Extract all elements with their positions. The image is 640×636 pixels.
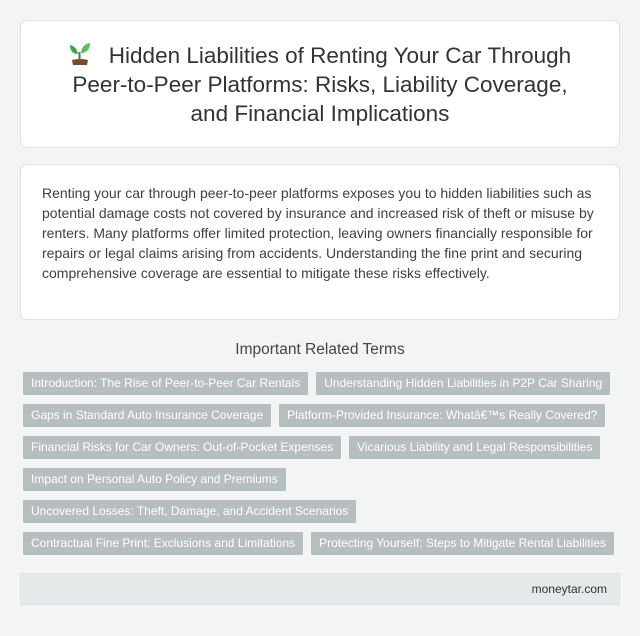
related-term-tag[interactable]: Gaps in Standard Auto Insurance Coverage [23,404,271,427]
related-terms-heading: Important Related Terms [235,341,405,358]
tag-row [23,436,623,459]
related-term-tag[interactable]: Understanding Hidden Liabilities in P2P Car Sharing [316,372,610,395]
tag-row [23,468,623,491]
page-title [51,41,589,128]
summary-text: Renting your car through peer-to-peer platforms exposes you to hidden liabilities such as potential damage costs not covered by insurance and increased risk of theft or misuse by renters. Many platforms offer limited protection, leaving owners financially responsible for repairs or legal claims arising from accidents. Understanding the fine print and securing comprehensive coverage are essential to mitigate these risks effectively. [42,185,594,281]
footer-site-link[interactable]: moneytar.com [531,582,607,596]
sprout-icon [69,42,91,66]
tag-row [23,532,623,555]
related-term-tag[interactable]: Contractual Fine Print: Exclusions and Limitations [23,532,303,555]
related-term-tag[interactable]: Platform-Provided Insurance: Whatâ€™s Really Covered? [279,404,605,427]
page-title-text: Hidden Liabilities of Renting Your Car Through Peer-to-Peer Platforms: Risks, Liability Coverage, and Financial Implications [72,42,572,126]
related-terms-list [23,372,623,564]
related-term-tag[interactable]: Protecting Yourself: Steps to Mitigate Rental Liabilities [311,532,614,555]
related-term-tag[interactable]: Uncovered Losses: Theft, Damage, and Accident Scenarios [23,500,356,523]
tag-row [23,500,623,523]
related-term-tag[interactable]: Impact on Personal Auto Policy and Premiums [23,468,286,491]
title-card [20,20,620,148]
summary-card [20,164,620,320]
tag-row [23,372,623,395]
footer [20,573,620,605]
related-term-tag[interactable]: Financial Risks for Car Owners: Out-of-Pocket Expenses [23,436,341,459]
tag-row [23,404,623,427]
related-term-tag[interactable]: Introduction: The Rise of Peer-to-Peer Car Rentals [23,372,308,395]
related-term-tag[interactable]: Vicarious Liability and Legal Responsibilities [349,436,600,459]
